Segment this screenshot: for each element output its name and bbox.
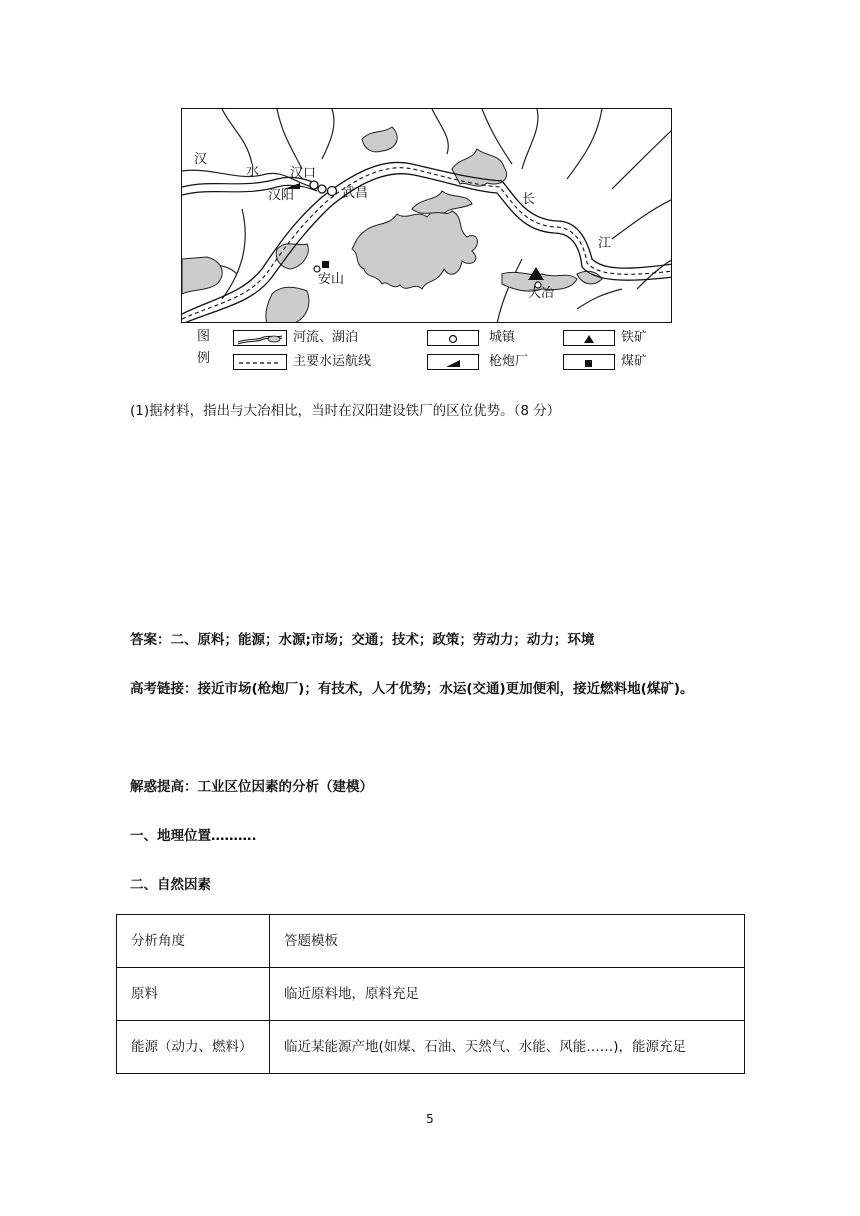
legend-title-li: 例 <box>197 351 211 366</box>
waterway-icon <box>234 356 286 370</box>
arsenal-swatch <box>427 354 479 370</box>
label-hanyang: 汉阳 <box>268 188 295 203</box>
table-cell: 原料 <box>117 968 270 1021</box>
label-hankou: 汉口 <box>290 166 317 181</box>
item-one: 一、地理位置………. <box>130 828 257 844</box>
label-shui: 水 <box>246 164 260 179</box>
label-daye: 大冶 <box>528 286 555 301</box>
wuchang-town-icon <box>328 187 337 196</box>
iron-mine-legend-icon <box>564 332 614 346</box>
map-drawing <box>182 109 672 323</box>
coal-mine-legend-icon <box>564 356 614 370</box>
label-chang: 长 <box>522 192 536 207</box>
tributary-rivers <box>182 109 672 323</box>
town-icon <box>428 332 478 346</box>
town-swatch <box>427 330 479 346</box>
legend-iron-mine-label: 铁矿 <box>621 330 648 345</box>
legend-title-tu: 图 <box>197 329 211 344</box>
hanyang-town-icon <box>318 185 326 193</box>
label-jiang: 江 <box>598 236 612 251</box>
table-header-row <box>117 915 745 968</box>
river-lake-swatch <box>233 330 287 346</box>
label-wuchang: 武昌 <box>342 186 369 201</box>
coal-mine-swatch <box>563 354 615 370</box>
table-cell: 能源（动力、燃料） <box>117 1021 270 1074</box>
legend-waterway-label: 主要水运航线 <box>293 354 372 369</box>
legend-arsenal-label: 枪炮厂 <box>489 354 529 369</box>
table-header-cell: 分析角度 <box>117 915 270 968</box>
coal-mine-icon <box>322 261 329 268</box>
hankou-town-icon <box>310 181 318 189</box>
map-figure <box>181 108 672 323</box>
waterway-swatch <box>233 354 287 370</box>
map-legend <box>197 327 672 373</box>
item-two: 二、自然因素 <box>130 877 211 893</box>
question-text: (1)据材料，指出与大冶相比，当时在汉阳建设铁厂的区位优势。（8 分） <box>130 403 561 419</box>
table-cell: 临近原料地，原料充足 <box>270 968 745 1021</box>
river-lake-icon <box>234 332 286 346</box>
label-anshan: 安山 <box>318 272 345 287</box>
table-cell: 临近某能源产地(如煤、石油、天然气、水能、风能……)，能源充足 <box>270 1021 745 1074</box>
answer-text: 答案：二、原料；能源；水源;市场；交通；技术；政策；劳动力；动力；环境 <box>130 632 595 648</box>
iron-mine-icon <box>528 267 544 280</box>
table-row <box>117 968 745 1021</box>
legend-river-lake-label: 河流、湖泊 <box>293 330 359 345</box>
iron-mine-swatch <box>563 330 615 346</box>
page-number: 5 <box>426 1112 434 1126</box>
legend-coal-mine-label: 煤矿 <box>621 354 648 369</box>
legend-town-label: 城镇 <box>489 330 516 345</box>
arsenal-legend-icon <box>428 356 478 370</box>
section-title: 解惑提高：工业区位因素的分析（建模） <box>130 779 373 795</box>
label-han: 汉 <box>194 152 208 167</box>
gaokao-link-text: 高考链接：接近市场(枪炮厂)；有技术，人才优势；水运(交通)更加便利，接近燃料地(煤矿)。 <box>130 681 694 697</box>
analysis-table <box>116 914 745 1074</box>
table-row <box>117 1021 745 1074</box>
table-header-cell: 答题模板 <box>270 915 745 968</box>
